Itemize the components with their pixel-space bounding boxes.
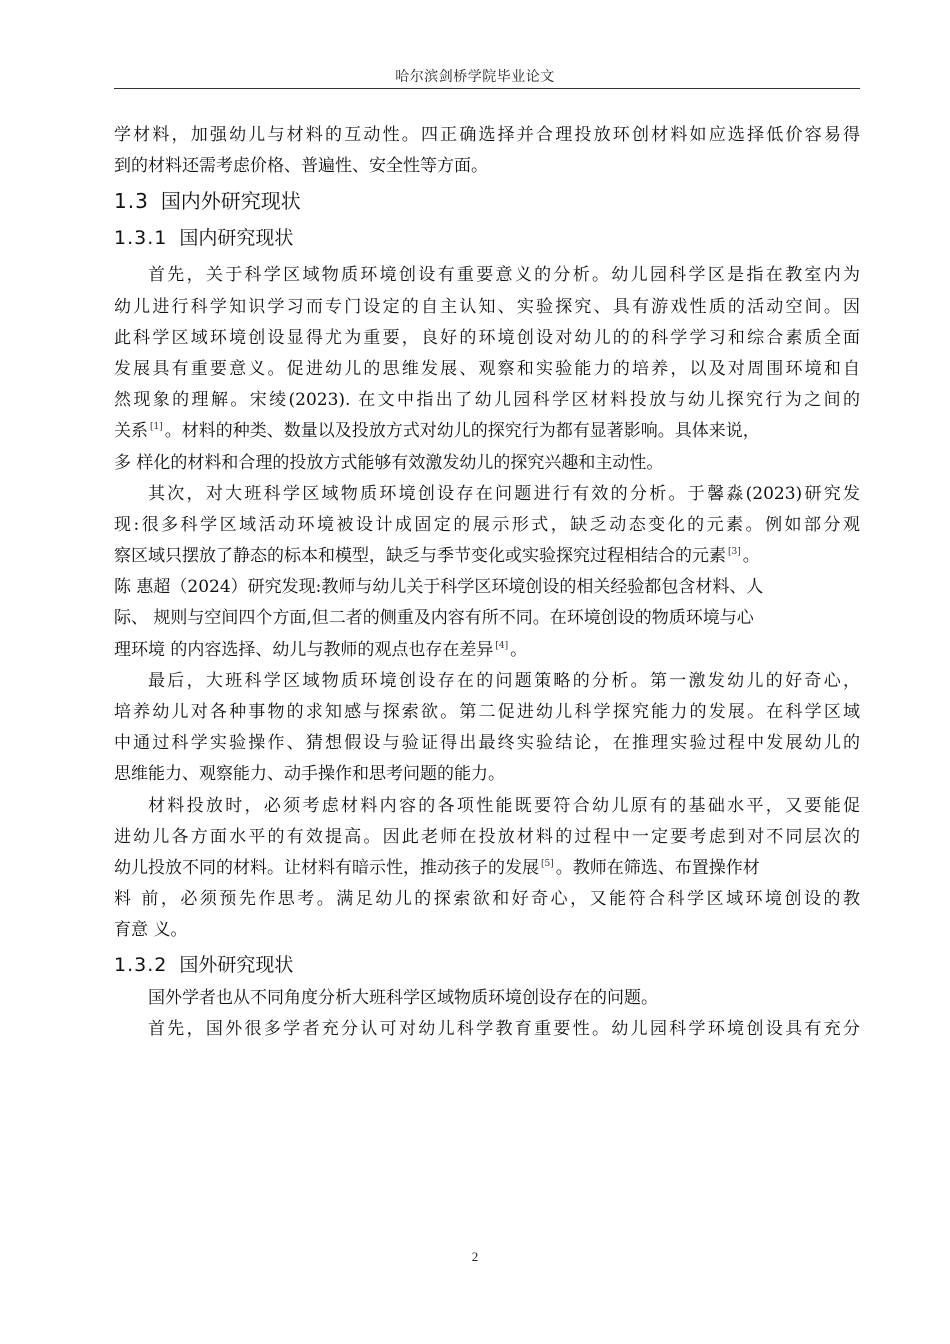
paragraph-line: 陈 惠超（2024）研究发现:教师与幼儿关于科学区环境创设的相关经验都包含材料、人 — [114, 577, 764, 598]
paragraph-line — [114, 416, 860, 447]
continuation-line-2: 到的材料还需考虑价格、普遍性、安全性等方面。 — [114, 156, 488, 177]
paragraph-line: 多 样化的材料和合理的投放方式能够有效激发幼儿的探究兴趣和主动性。 — [114, 452, 664, 473]
citation-ref: [4] — [495, 640, 509, 651]
citation-ref: [5] — [541, 858, 554, 869]
paragraph-line — [114, 635, 860, 666]
paragraph-4 — [114, 791, 860, 947]
section-heading-1-3 — [114, 182, 860, 220]
paragraph-3 — [114, 666, 860, 791]
paragraph-line — [114, 541, 860, 572]
paragraph-line: 现:很多科学区域活动环境被设计成固定的展示形式，缺乏动态变化的元素。例如部分观 — [114, 514, 860, 535]
paragraph-line: 首先，国外很多学者充分认可对幼儿科学教育重要性。幼儿园科学环境创设具有充分 — [148, 1018, 860, 1039]
section-number: 1.3 — [114, 189, 149, 214]
text-run: 理环境 的内容选择、幼儿与教师的观点也存在差异 — [114, 639, 494, 660]
text-run: 。教师在筛选、布置操作材 — [555, 857, 760, 878]
paragraph-line: 材料投放时，必须考虑材料内容的各项性能既要符合幼儿原有的基础水平，又要能促 — [148, 795, 860, 816]
subsection-title: 国外研究现状 — [179, 953, 294, 976]
subsection-number: 1.3.2 — [114, 953, 168, 976]
subsection-number: 1.3.1 — [114, 227, 168, 250]
paragraph-2 — [114, 479, 860, 666]
citation-ref: [1] — [150, 422, 163, 433]
text-run: 幼儿投放不同的材料。让材料有暗示性，推动孩子的发展 — [114, 857, 539, 878]
page-number: 2 — [471, 1249, 479, 1264]
paragraph-line: 其次，对大班科学区域物质环境创设存在问题进行有效的分析。于馨淼(2023)研究发 — [148, 483, 860, 504]
subsection-heading-1-3-2 — [114, 947, 860, 983]
paragraph-line: 中通过科学实验操作、猜想假设与验证得出最终实验结论，在推理实验过程中发展幼儿的 — [114, 733, 860, 754]
paragraph-line: 此科学区域环境创设显得尤为重要，良好的环境创设对幼儿的的科学学习和综合素质全面 — [114, 327, 860, 348]
text-run: 。材料的种类、数量以及投放方式对幼儿的探究行为都有显著影响。具体来说， — [164, 421, 760, 442]
paragraph-line: 幼儿进行科学知识学习而专门设定的自主认知、实验探究、具有游戏性质的活动空间。因 — [114, 296, 860, 317]
text-run: 关系 — [114, 421, 148, 442]
paragraph-line: 首先，关于科学区域物质环境创设有重要意义的分析。幼儿园科学区是指在教室内为 — [148, 265, 860, 286]
text-run: 。 — [510, 639, 528, 660]
paragraph-line: 料 前，必须预先作思考。满足幼儿的探索欲和好奇心，又能符合科学区域环境创设的教 — [114, 889, 860, 910]
paragraph-line: 育意 义。 — [114, 920, 188, 941]
paragraph-line: 进幼儿各方面水平的有效提高。因此老师在投放材料的过程中一定要考虑到对不同层次的 — [114, 826, 860, 847]
paragraph-line: 最后，大班科学区域物质环境创设存在的问题策略的分析。第一激发幼儿的好奇心， — [148, 670, 860, 691]
section-title: 国内外研究现状 — [160, 189, 301, 214]
text-run: 察区域只摆放了静态的标本和模型，缺乏与季节变化或实验探究过程相结合的元素 — [114, 546, 726, 567]
paragraph-line: 思维能力、观察能力、动手操作和思考问题的能力。 — [114, 764, 505, 785]
text-run: 。 — [742, 546, 760, 567]
continuation-line-1: 学材料，加强幼儿与材料的互动性。四正确选择并合理投放环创材料如应选择低价容易得 — [114, 125, 860, 145]
subsection-heading-1-3-1 — [114, 220, 860, 256]
paragraph-6 — [114, 1014, 860, 1045]
paragraph-1 — [114, 260, 860, 478]
paragraph-line: 发展具有重要意义。促进幼儿的思维发展、观察和实验能力的培养，以及对周围环境和自 — [114, 358, 860, 379]
paragraph-5 — [114, 983, 860, 1014]
paragraph-line — [114, 853, 860, 884]
paragraph-line: 然现象的理解。宋绫(2023). 在文中指出了幼儿园科学区材料投放与幼儿探究行为之间的 — [114, 390, 860, 411]
subsection-title: 国内研究现状 — [179, 227, 294, 250]
paragraph-line: 国外学者也从不同角度分析大班科学区域物质环境创设存在的问题。 — [148, 987, 658, 1008]
paragraph-line: 际、 规则与空间四个方面,但二者的侧重及内容有所不同。在环境创设的物质环境与心 — [114, 608, 754, 629]
running-header: 哈尔滨剑桥学院毕业论文 — [395, 69, 555, 85]
citation-ref: [3] — [728, 547, 741, 558]
page-body — [114, 120, 860, 1045]
paragraph-line: 培养幼儿对各种事物的求知感与探索欲。第二促进幼儿科学探究能力的发展。在科学区域 — [114, 702, 860, 722]
header-rule — [114, 88, 860, 89]
